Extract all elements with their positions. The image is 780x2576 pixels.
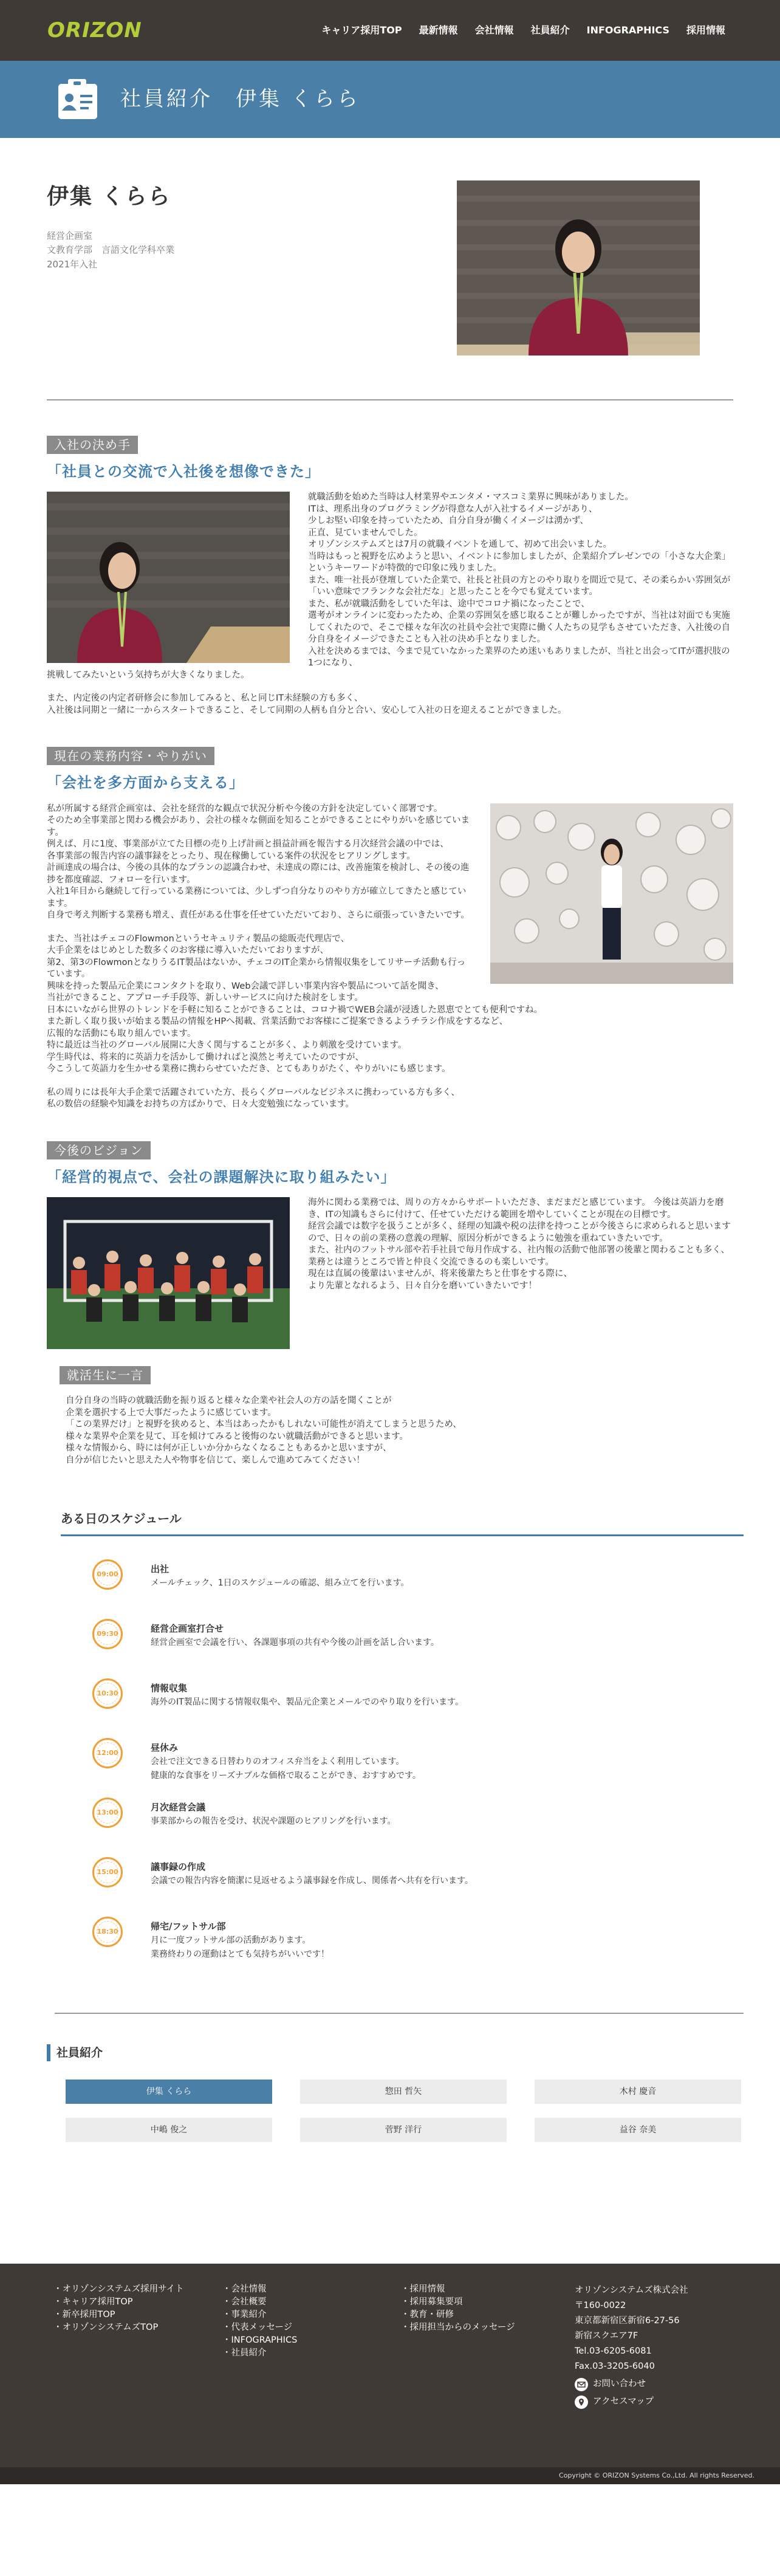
futsal-team-photo xyxy=(47,1197,290,1349)
employee-school: 文教育学部 言語文化学科卒業 xyxy=(47,244,175,256)
access-map-label: アクセスマップ xyxy=(593,2397,654,2407)
footer-link[interactable]: ・ 代表メッセージ xyxy=(222,2321,297,2334)
schedule-item-desc: 海外のIT製品に関する情報収集や、製品元企業とメールでのやり取りを行います。 xyxy=(151,1697,464,1708)
company-address-2: 新宿スクエア7F xyxy=(575,2331,638,2341)
footer-link[interactable]: ・ オリゾンシステムズTOP xyxy=(53,2321,184,2334)
footer-col-recruit-site xyxy=(53,2283,184,2334)
footer-company-info xyxy=(575,2283,688,2409)
schedule-item-title: 月次経営会議 xyxy=(151,1802,206,1813)
schedule-item-desc: メールチェック、1日のスケジュールの確認、組み立てを行います。 xyxy=(151,1578,409,1589)
schedule-title: ある日のスケジュール xyxy=(61,1511,182,1527)
company-address-1: 東京都新宿区新宿6-27-56 xyxy=(575,2316,680,2326)
divider xyxy=(47,399,733,400)
schedule-item-desc: 経営企画室で会議を行い、各課題事項の共有や今後の計画を話し合います。 xyxy=(151,1638,439,1648)
work-paragraph-1: 私が所属する経営企画室は、会社を経営的な観点で状況分析や今後の方針を決定していく部署です。 そのため全事業部と関わる機会があり、会社の様々な側面を知ることができることにやりがいを感じています。 例えば、月に1度、事業部が立てた目標の売り上げ計画と損益計画を報告する月次経営会議の中では、 各事業部の報告内容の議事録をとったり、現在稼働している案件の状況をヒアリングします。 計画達成の場合は、今後の具体的なプランの認識合わせ、未達成の際には、改善施策を検討し、その後の進捗を都度確認、フォローを行います。 入社1年目から継続して行っている業務については、少しずつ自分なりのやり方が確立してきたと感じています。 自身で考え判断する業務も増え、責任がある仕事を任せていただいており、さらに頑張っていきたいです。 xyxy=(47,803,470,921)
nav-staff[interactable]: 社員紹介 xyxy=(530,24,570,36)
profile-section xyxy=(47,138,733,399)
schedule-item xyxy=(61,1798,744,1857)
schedule-item xyxy=(61,1678,744,1738)
company-fax: Fax.03-3205-6040 xyxy=(575,2361,655,2372)
office-photo xyxy=(490,803,733,984)
footer-link[interactable]: ・ 社員紹介 xyxy=(222,2347,297,2360)
main-nav xyxy=(321,22,725,38)
company-name: オリゾンシステムズ株式会社 xyxy=(575,2286,688,2296)
clock-icon: 09:00 xyxy=(92,1559,123,1590)
company-tel: Tel.03-6205-6081 xyxy=(575,2346,652,2357)
section-label: 今後のビジョン xyxy=(47,1141,151,1159)
schedule-item-title: 昼休み xyxy=(151,1742,179,1754)
footer-link[interactable]: ・ 採用情報 xyxy=(401,2283,515,2296)
schedule-item xyxy=(61,1857,744,1917)
schedule-item xyxy=(61,1619,744,1678)
section-label: 入社の決め手 xyxy=(47,436,138,454)
clock-icon: 09:30 xyxy=(92,1619,123,1649)
employee-joined: 2021年入社 xyxy=(47,258,98,270)
schedule-item-desc: 会議での報告内容を簡潔に見返せるよう議事録を作成し、関係者へ共有を行います。 xyxy=(151,1876,473,1886)
staff-list-title: 社員紹介 xyxy=(47,2044,733,2061)
nav-recruit[interactable]: 採用情報 xyxy=(686,24,725,36)
section-heading: 「会社を多方面から支える」 xyxy=(47,774,244,792)
staff-section xyxy=(47,2044,733,2142)
schedule-list xyxy=(61,1559,744,1976)
footer-link[interactable]: ・ 教育・研修 xyxy=(401,2309,515,2321)
footer-link[interactable]: ・ オリゾンシステムズ採用サイト xyxy=(53,2283,184,2296)
footer-link[interactable]: ・ 採用募集要項 xyxy=(401,2296,515,2309)
vision-paragraph: 海外に関わる業務では、周りの方々からサポートいただき、まだまだと感じています。 今後は英語力を磨き、ITの知識もさらに付けて、任せていただける範囲を増やしていくことが現在の目標です。 経営会議では数字を扱うことが多く、経理の知識や税の法律を持つことが今後さらに求められると思いますので、日々の前の業務の意義の理解、原因分析ができるように勉強を重ねていきたいです。 また、社内のフットサル部や若手社員で毎月作成する、社内報の活動で他部署の後輩と関わることも多く、業務とは違うところで皆と仲良く交流できるのも楽しいです。 現在は直属の後輩はいませんが、将来後輩たちと仕事をする際に、 より先輩となれるよう、日々自分を磨いていきたいです！ xyxy=(308,1198,731,1291)
reason-paragraph-1: 就職活動を始めた当時は人材業界やエンタメ・マスコミ業界に興味がありました。 ITは、理系出身のプログラミングが得意な人が入社するイメージがあり、 少しお堅い印象を持っていたため、自分自身が働くイメージは湧かず、 正直、見ていませんでした。 オリゾンシステムズとは7月の就職イベントを通して、初めて出会いました。 当時はもっと視野を広めようと思い、イベントに参加しましたが、企業紹介プレゼンでの「小さな大企業」というキーワードが特徴的で印象に残りました。 また、唯一社長が登壇していた企業で、社長と社員の方とのやり取りを間近で見て、その柔らかい雰囲気が「いい意味でフランクな会社だな」と思ったことを今でも覚えています。 また、私が就職活動をしていた年は、途中でコロナ禍になったことで、 選考がオンラインに変わったため、企業の雰囲気を感じ取ることが難しかったですが、当社は対面でも実施してくれたので、そこで様々な年次の社員や会社で実際に働く人たちの見学もさせていただき、入社後の自分自身をイメージできたことも入社の決め手となりました。 入社を決めるまでは、今まで見ていなかった業界のため迷いもありましたが、当社と出会ってITが選択肢の1つになり、 挑戦してみたいという気持ちが大きくなりました。 xyxy=(47,492,731,680)
section-heading: 「経営的視点で、会社の課題解決に取り組みたい」 xyxy=(47,1168,396,1186)
advice-section xyxy=(60,1366,733,1466)
schedule-item xyxy=(61,1559,744,1619)
advice-text: 自分自身の当時の就職活動を振り返ると様々な企業や社会人の方の話を聞くことが 企業を選択する上で大事だったように感じています。 「この業界だけ」と視野を狭めると、本当はあったかもしれない可能性が消えてしまうと思うため、 様々な業界や企業を見て、耳を傾けてみると後悔のない就職活動ができると思います。 様々な情報から、時には何が正しいか分からなくなることもあるかと思いますが、 自分が信じたいと思えた人や物事を信じて、楽しんで進めてみてください！ xyxy=(66,1396,462,1465)
schedule-item xyxy=(61,1738,744,1798)
footer-link[interactable]: ・ 新卒採用TOP xyxy=(53,2309,184,2321)
section-label: 就活生に一言 xyxy=(60,1366,151,1384)
employee-name: 伊集 くらら xyxy=(47,184,171,209)
copyright: Copyright © ORIZON Systems Co.,Ltd. All rights Reserved. xyxy=(0,2467,780,2484)
profile-photo xyxy=(457,180,700,355)
schedule-item-title: 情報収集 xyxy=(151,1683,188,1694)
footer-col-recruit xyxy=(401,2283,515,2334)
work-paragraph-3: 私の周りには長年大手企業で活躍されていた方、長らくグローバルなビジネスに携わっている方も多く、 私の数倍の経験や知識をお持ちの方ばかりで、日々大変勉強になっています。 xyxy=(47,1087,460,1110)
reason-paragraph-2: また、内定後の内定者研修会に参加してみると、私と同じIT未経験の方も多く、 入社後は同期と一緒に一からスタートできること、そして同期の人柄も自分と合い、安心して入社の日を迎えることができました。 xyxy=(47,693,567,715)
footer-link[interactable]: ・ 会社情報 xyxy=(222,2283,297,2296)
schedule-item-title: 帰宅/フットサル部 xyxy=(151,1921,226,1932)
staff-link-nakajima[interactable]: 中嶋 俊之 xyxy=(66,2118,272,2142)
contact-link[interactable] xyxy=(575,2377,688,2392)
schedule-item-title: 経営企画室打合せ xyxy=(151,1623,224,1635)
staff-link-ijuu[interactable]: 伊集 くらら xyxy=(66,2080,272,2104)
clock-icon: 10:30 xyxy=(92,1678,123,1709)
nav-news[interactable]: 最新情報 xyxy=(419,24,458,36)
work-paragraph-2: また、当社はチェコのFlowmonというセキュリティ製品の総販売代理店で、 大手企業をはじめとした数多くのお客様に導入いただいておりますが、 第2、第3のFlowmonとなりうるIT製品はないか、チェコのIT企業から情報収集をしてリサーチ活動も行っています。 興味を持った製品元企業にコンタクトを取り、Web会議で詳しい事業内容や製品について話を聞き、 当社ができること、アプローチ手段等、新しいサービスに向けた検討をします。 日本にいながら世界のトレンドを手軽に知ることができることは、コロナ禍でWEB会議が浸透した恩恵でとても便利ですね。 また新しく取り扱いが始まる製品の情報をHPへ掲載、営業活動でお客様にご提案できるようチラシ作成をするなど、 広報的な活動にも取り組んでいます。 特に最近は当社のグローバル展開に大きく関与することが多く、より刺激を受けています。 学生時代は、将来的に英語力を活かして働ければと漠然と考えていたのですが、 今こうして英語力を生かせる業務に携わらせていただき、とてもありがたく、やりがいにも感じます。 xyxy=(47,933,543,1074)
vision-section xyxy=(47,1141,733,1354)
page-title: 社員紹介 伊集 くらら xyxy=(120,87,360,112)
footer-col-company xyxy=(222,2283,297,2360)
nav-infographics[interactable]: INFOGRAPHICS xyxy=(586,24,669,36)
page-banner xyxy=(0,61,780,138)
footer-link[interactable]: ・ キャリア採用TOP xyxy=(53,2296,184,2309)
clock-icon: 13:00 xyxy=(92,1798,123,1828)
schedule-item-title: 議事録の作成 xyxy=(151,1861,206,1873)
staff-link-kimura[interactable]: 木村 慶音 xyxy=(535,2080,741,2104)
access-map-link[interactable] xyxy=(575,2394,688,2409)
company-zip: 〒160-0022 xyxy=(575,2301,626,2311)
schedule-item-desc: 月に一度フットサル部の活動があります。 業務終わりの運動はとても気持ちがいいです！ xyxy=(151,1935,329,1959)
schedule-section xyxy=(61,1509,744,1976)
mail-icon xyxy=(575,2378,588,2391)
reason-section xyxy=(47,436,733,716)
schedule-item-title: 出社 xyxy=(151,1564,169,1575)
clock-icon: 15:00 xyxy=(92,1857,123,1887)
footer-link[interactable]: ・ 会社概要 xyxy=(222,2296,297,2309)
id-card-icon xyxy=(55,77,101,123)
staff-link-masutani[interactable]: 益谷 奈美 xyxy=(535,2118,741,2142)
schedule-item-desc: 会社で注文できる日替わりのオフィス弁当をよく利用しています。 健康的な食事をリーズナブルな価格で取ることができ、おすすめです。 xyxy=(151,1757,421,1781)
employee-department: 経営企画室 xyxy=(47,230,93,241)
work-section xyxy=(47,747,733,1110)
site-header xyxy=(0,0,780,61)
employee-meta xyxy=(47,229,174,272)
interview-photo xyxy=(47,492,290,663)
map-pin-icon xyxy=(575,2396,588,2409)
schedule-item xyxy=(61,1917,744,1976)
nav-career-top[interactable]: キャリア採用TOP xyxy=(321,24,402,36)
site-footer xyxy=(0,2264,780,2484)
staff-link-sugano[interactable]: 菅野 洋行 xyxy=(300,2118,507,2142)
schedule-divider xyxy=(61,1534,744,1536)
schedule-item-desc: 事業部からの報告を受け、状況や課題のヒアリングを行います。 xyxy=(151,1816,396,1827)
staff-grid xyxy=(66,2080,733,2142)
orizon-logo[interactable]: ORIZON xyxy=(47,18,142,43)
section-label: 現在の業務内容・やりがい xyxy=(47,747,214,765)
footer-link[interactable]: ・ 事業紹介 xyxy=(222,2309,297,2321)
nav-company[interactable]: 会社情報 xyxy=(474,24,514,36)
contact-link-label: お問い合わせ xyxy=(593,2379,646,2389)
divider xyxy=(55,2013,744,2014)
section-heading: 「社員との交流で入社後を想像できた」 xyxy=(47,463,320,480)
clock-icon: 18:30 xyxy=(92,1917,123,1947)
footer-link[interactable]: ・ INFOGRAPHICS xyxy=(222,2334,297,2347)
staff-link-souda[interactable]: 惣田 哲矢 xyxy=(300,2080,507,2104)
footer-link[interactable]: ・ 採用担当からのメッセージ xyxy=(401,2321,515,2334)
clock-icon: 12:00 xyxy=(92,1738,123,1768)
